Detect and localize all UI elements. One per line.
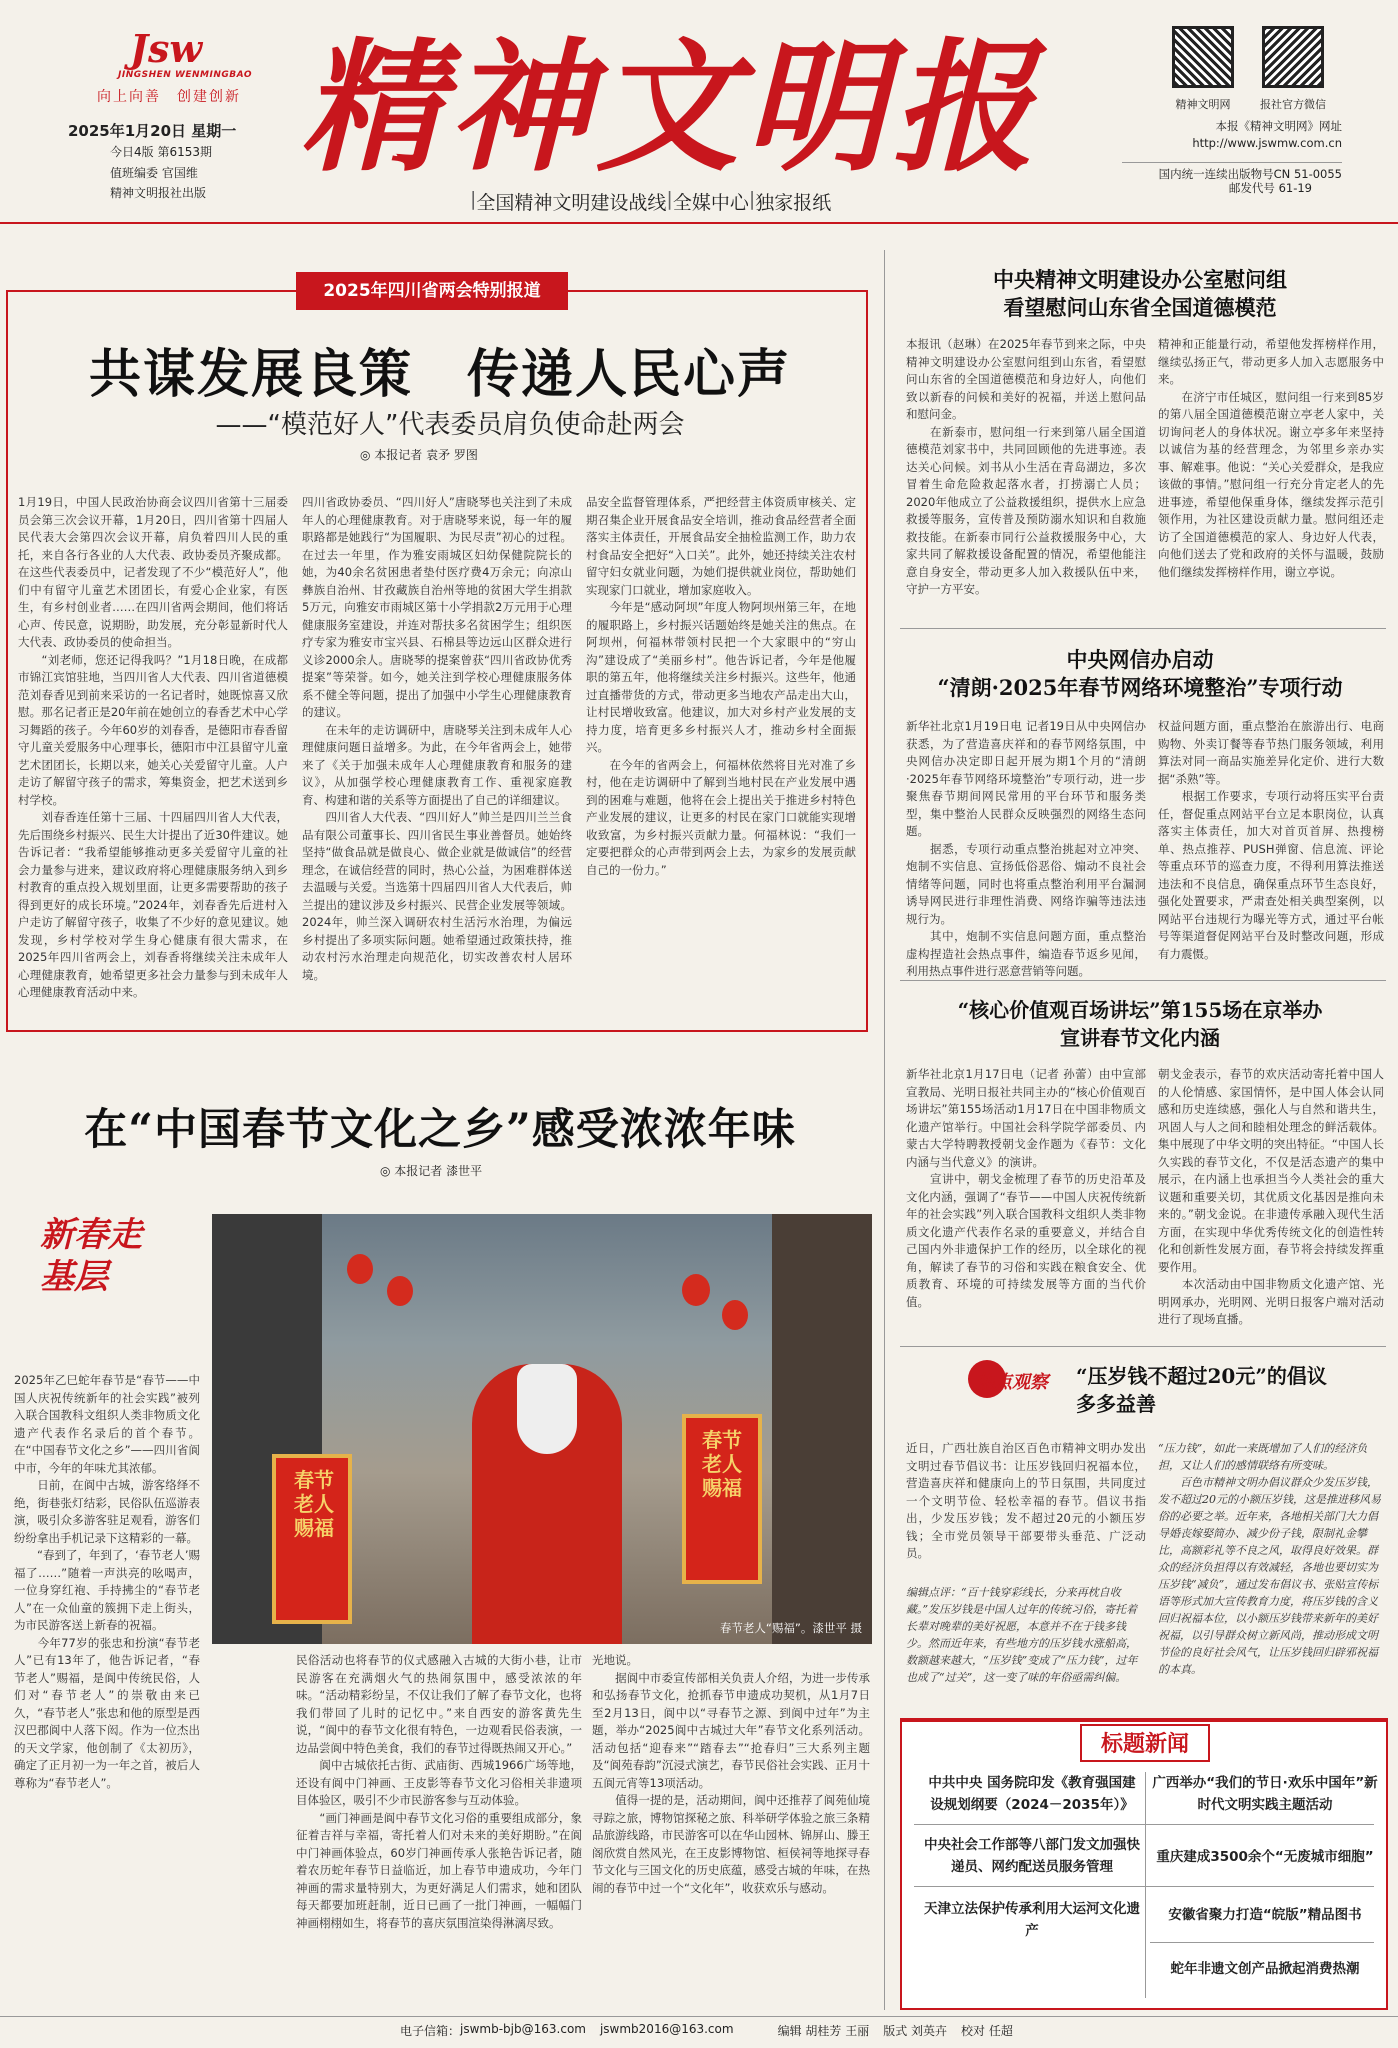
- logo-english: JINGSHEN WENMINGBAO: [118, 70, 252, 80]
- story4-headline-1: “压岁钱不超过20元”的倡议: [1076, 1364, 1327, 1388]
- lead-column-1: 1月19日，中国人民政治协商会议四川省第十三届委员会第三次会议开幕，1月20日，四川省第十四届人民代表大会第四次会议开幕，肩负着四川人民的重托，来自各行各业的人大代表、政协委员齐聚成都。在这些代表委员中，记者发现了不少“模范好人”，他们中有留守儿童艺术团团长，有爱心企业家，有医生，有乡村创业者……在四川省两会期间，他们将话心声、传民意，说期盼，助发展，充分彰显新时代人大代表、政协委员的使命担当。 “刘老师，您还记得我吗？”1月18日晚，在成都市锦江宾馆驻地，当四川省人大代表、四川省道德模范刘春香见到前来采访的一名记者时，她既惊喜又欣慰。那名记者正是20年前在她创立的春香艺术中心学习舞蹈的孩子。今年60岁的刘春香，是德阳市春香留守儿童关爱服务中心理事长，德阳市中江县留守儿童艺术团团长，长期以来，她关心关爱留守儿童。人户走访了解留守孩子的需求，筹集资金，把艺术送到乡村学校。 刘春香连任第十三届、十四届四川省人大代表，先后围绕乡村振兴、民生大计提出了近30件建议。她告诉记者：“我希望能够推动更多关爱留守儿童的社会力量参与进来，建议政府将心理健康服务纳入到乡村教育的重点投入规划里面，让更多需要帮助的孩子得到更好的成长环境。”2024年，刘春香先后进村入户走访了解留守孩子，收集了不少好的意见建议。她发现，乡村学校对学生身心健康有很大需求，在2025年四川省两会上，刘春香将继续关注未成年人心理健康教育，她希望更多社会力量参与到未成年人心理健康教育活动中来。: [18, 495, 288, 999]
- website-label: 本报《精神文明网》网址: [1215, 119, 1342, 133]
- footer-email-2[interactable]: jswmb2016@163.com: [599, 2022, 734, 2036]
- photo-lantern-icon: [387, 1276, 413, 1306]
- story1-headline-2: 看望慰问山东省全国道德模范: [1003, 295, 1277, 320]
- qr1-label: 精神文明网: [1175, 98, 1231, 111]
- photo-lantern-icon: [682, 1274, 710, 1306]
- masthead-divider: [0, 222, 1398, 224]
- story4-comment: 编辑点评：“百十钱穿彩线长，分来再枕自收藏。”发压岁钱是中国人过年的传统习俗，寄托着长辈对晚辈的美好祝愿，本意并不在于钱多钱少。然而近年来，有些地方的压岁钱水涨船高，数额越来越大，“压岁钱”变成了“压力钱”，过年也成了“过关”，这一变了味的年俗亟需纠偏。: [906, 1586, 1138, 1684]
- slogan: 向上向善 创建创新: [97, 89, 241, 105]
- photo-caption: 春节老人“赐福”。漆世平 摄: [719, 1621, 862, 1635]
- digest-divider: [1150, 1942, 1374, 1943]
- story1-divider: [900, 628, 1386, 629]
- photo-figure-beard: [517, 1364, 577, 1454]
- footer-email-label: 电子信箱：: [400, 2024, 461, 2038]
- qr-code-website: [1172, 26, 1234, 88]
- photo-banner-left-text: 春节老人赐福: [294, 1468, 334, 1540]
- story1-column-1: 本报讯（赵琳）在2025年春节到来之际，中央精神文明建设办公室慰问组到山东省，看望慰问山东省的全国道德模范和身边好人，向他们致以新春的问候和美好的祝福，并送上慰问品和慰问金。 在新泰市，慰问组一行来到第八届全国道德模范刘家书中，共同回顾他的先进事迹。表达关心问候。刘书从小生活在青岛湖边，多次冒着生命危险救起落水者，打捞溺亡人员；2020年他成立了公益救援组织，提供水上应急救援等服务，宣传普及预防溺水知识和自救施救技能。在新泰市同行公益救援服务中心，大家共同了解救援设备配置的情况，希望他能注意自身安全，带动更多人加入救援队伍中来，守护一方平安。: [906, 337, 1146, 596]
- tagline-separator: |: [666, 188, 673, 210]
- story1-headline-1: 中央精神文明建设办公室慰问组: [993, 267, 1287, 292]
- cn-number: 国内统一连续出版物号CN 51-0055: [1122, 162, 1342, 182]
- footer: [400, 2022, 1380, 2042]
- story2-headline-1: 中央网信办启动: [1066, 647, 1214, 672]
- issue-date: 2025年1月20日 星期一: [68, 122, 237, 140]
- qr-code-wechat: [1262, 26, 1324, 88]
- digest-item-3[interactable]: 中央社会工作部等八部门发文加强快递员、网约配送员服务管理: [924, 1837, 1140, 1875]
- digest-item-1[interactable]: 中共中央 国务院印发《教育强国建设规划纲要（2024－2035年）》: [928, 1775, 1136, 1813]
- footer-proof: 校对 任超: [961, 2024, 1013, 2038]
- second-column-2: 民俗活动也将春节的仪式感融入古城的大街小巷，让市民游客在充满烟火气的热闹氛围中，感受浓浓的年味。“活动精彩纷呈，不仅让我们了解了春节文化，也将我们带回了儿时的记忆中。”来自西安的游客黄先生说，“阆中的春节文化很有特色，一边观看民俗表演，一边品尝阆中特色美食，我们的春节过得既热闹又开心。” 阆中古城依托古街、武庙街、西城1966广场等地，还设有阆中门神画、王皮影等春节文化习俗相关非遗项目体验区，吸引不少市民游客参与互动体验。 “画门神画是阆中春节文化习俗的重要组成部分，象征着吉祥与幸福，寄托着人们对未来的美好期盼。”在阆中门神画体验点，60岁门神画传承人张艳告诉记者，随着农历蛇年春节日益临近，加上春节申遗成功，今年门神画的需求量特别大，为更好满足人们需求，她和团队每天都要加班赶制，近日已画了一批门神画，一幅幅门神画栩栩如生，将春节的喜庆氛围渲染得淋漓尽致。: [296, 1653, 582, 1930]
- digest-header-band: [900, 1718, 1388, 1722]
- digest-divider: [914, 1824, 1374, 1825]
- story4-column-1: 近日，广西壮族自治区百色市精神文明办发出文明过春节倡议书：让压岁钱回归祝福本位，营造喜庆祥和健康向上的节日氛围，共同度过一个文明节俭、轻松幸福的春节。倡议书指出，少发压岁钱；发不超过20元的小额压岁钱；全市党员领导干部要带头垂范、广泛动员。: [906, 1441, 1146, 1560]
- digest-title: 标题新闻: [1080, 1724, 1210, 1762]
- second-column-1: 2025年乙巳蛇年春节是“春节——中国人庆祝传统新年的社会实践”被列入联合国教科文组织人类非物质文化遗产代表作名录后的首个春节。在“中国春节文化之乡”——四川省阆中市，今年的年味尤其浓郁。 日前，在阆中古城，游客络绎不绝，街巷张灯结彩，民俗队伍巡游表演，吸引众多游客驻足观看，游客们纷纷拿出手机记录下这精彩的一幕。 “春到了，年到了，‘春节老人’赐福了……”随着一声洪亮的吆喝声，一位身穿红袍、手持拂尘的“春节老人”在一众仙童的簇拥下走上街头，为市民游客送上新春的祝福。 今年77岁的张忠和扮演“春节老人”已有13年了，他告诉记者，“春节老人”赐福，是阆中传统民俗，人们对“春节老人”的崇敬由来已久，“春节老人”张忠和他的原型是西汉巴郡阆中人落下闳。作为一位杰出的天文学家，他创制了《太初历》，确定了正月初一为一年之首，被后人尊称为“春节老人”。: [14, 1373, 200, 1790]
- story3-headline-1: “核心价值观百场讲坛”第155场在京举办: [957, 998, 1323, 1022]
- lead-byline: ◎ 本报记者 袁矛 罗图: [360, 448, 478, 462]
- photo-lantern-icon: [722, 1300, 748, 1330]
- story1-column-2: 精神和正能量行动，希望他发挥榜样作用，继续弘扬正气，带动更多人加入志愿服务中来。 在济宁市任城区，慰问组一行来到85岁的第八届全国道德模范谢立亭老人家中，关切询问老人的身体状况。谢立亭多年来坚持以诚信为基的经营理念，为邻里乡亲办实事、解难事。他说：“关心关爱群众，是我应该做的事情。”慰问组一行充分肯定老人的先进事迹，希望他保重身体，继续发挥示范引领作用，为社区建设贡献力量。慰问组还走访了全国道德模范的家人、身边好人代表，向他们送去了党和政府的关怀与温暖，鼓励他们继续发挥榜样作用，谢立亭说。: [1158, 337, 1384, 579]
- special-report-tag: 2025年四川省两会特别报道: [296, 272, 568, 310]
- lead-headline: 共谋发展良策 传递人民心声: [88, 344, 791, 405]
- website-url[interactable]: http://www.jswmw.com.cn: [1192, 136, 1342, 150]
- issue-number: 今日4版 第6153期: [110, 145, 212, 159]
- tagline-separator: |: [748, 188, 756, 210]
- footer-email-1[interactable]: jswmb-bjb@163.com: [460, 2022, 586, 2036]
- footer-editor: 编辑 胡桂芳 王丽: [777, 2024, 870, 2038]
- story4-headline-2: 多多益善: [1076, 1392, 1156, 1416]
- digest-item-4[interactable]: 重庆建成3500余个“无废城市细胞”: [1156, 1849, 1374, 1865]
- second-photo: [212, 1214, 872, 1644]
- postal-code: 邮发代号 61-19: [1228, 181, 1312, 195]
- newspaper-title: 精神文明报: [300, 25, 1040, 191]
- digest-divider: [914, 1886, 1374, 1887]
- digest-item-2[interactable]: 广西举办“我们的节日·欢乐中国年”新时代文明实践主题活动: [1152, 1775, 1378, 1813]
- publisher: 精神文明报社出版: [110, 186, 207, 200]
- tagline-separator: |: [470, 188, 477, 210]
- editor-on-duty: 值班编委 官国维: [110, 166, 198, 180]
- hot-observation-badge: [968, 1360, 1068, 1398]
- footer-layout: 版式 刘英卉: [883, 2024, 948, 2038]
- lead-column-3: 品安全监督管理体系，严把经营主体资质审核关、定期召集企业开展食品安全培训，推动食品经营者全面落实主体责任，开展食品安全抽检监测工作，助力农村食品安全把好“入口关”。此外，她还持续关注农村留守妇女就业问题，为她们提供就业岗位，帮助她们实现家门口就业，增加家庭收入。 今年是“感动阿坝”年度人物阿坝州第三年，在地的履职路上，乡村振兴话题始终是她关注的焦点。在阿坝州，何福林带领村民把一个大家眼中的“穷山沟”建设成了“美丽乡村”。他告诉记者，今年是他履职的第五年，他将继续关注乡村振兴。这些年，他通过直播带货的方式，带动更多当地农产品走出大山，让村民增收致富。他建议，加大对乡村产业发展的支持力度，培育更多乡村振兴人才，推动乡村全面振兴。 在今年的省两会上，何福林依然将目光对准了乡村，他在走访调研中了解到当地村民在产业发展中遇到的困难与难题，他将在会上提出关于推进乡村特色产业发展的建议，让更多的村民在家门口就能实现增收致富，为乡村振兴贡献力量。何福林说：“我们一定要把群众的心声带到两会上去，为家乡的发展贡献自己的一份力。”: [586, 495, 856, 877]
- new-spring-deco: 新春走基层: [40, 1215, 142, 1297]
- lead-subheadline: ——“模范好人”代表委员肩负使命赴两会: [215, 410, 685, 440]
- story4-column-2: “压力钱”，如此一来既增加了人们的经济负担，又让人们的感情联络有所变味。 百色市精神文明办倡议群众少发压岁钱，发不超过20元的小额压岁钱，这是推进移风易俗的必要之举。近年来，各地相关部门大力倡导婚丧嫁娶简办、减少份子钱，限制礼金攀比，高额彩礼等不良之风，取得良好效果。群众的经济负担得以有效减轻，各地也要切实为压岁钱“减负”，通过发布倡议书、张贴宣传标语等形式加大宣传教育力度，将压岁钱的含义回归祝福本位，以小额压岁钱带来新年的美好祝福，以引导群众树立新风尚，推动形成文明节俭的良好社会风气，让压岁钱回归辟邪祝福的本真。: [1158, 1442, 1381, 1676]
- tagline: [470, 188, 831, 215]
- second-column-3: 光地说。 据阆中市委宣传部相关负责人介绍，为进一步传承和弘扬春节文化，抢抓春节申遗成功契机，从1月7日至2月13日，阆中以“寻春节之源、到阆中过年”为主题，举办“2025阆中古城过大年”春节文化系列活动。活动包括“迎春来”“踏春去”“抢春归”三大系列主题及“阆苑春韵”沉浸式演艺，春节民俗社会实践、正月十五阆元宵等13项活动。 值得一提的是，活动期间，阆中还推荐了阆苑仙境寻踪之旅，博物馆探秘之旅、科举研学体验之旅三条精品旅游线路，市民游客可以在华山园林、锦屏山、滕王阁欣赏自然风光，在王皮影博物馆、桓侯祠等地探寻春节文化与三国文化的历史底蕴，感受古城的年味，在热闹的春节中过一个“文化年”，收获欢乐与感动。: [592, 1653, 870, 1895]
- digest-item-7[interactable]: 蛇年非遗文创产品掀起消费热潮: [1170, 1961, 1360, 1977]
- story3-column-2: 朝戈金表示，春节的欢庆活动寄托着中国人的人伦情感、家国情怀，是中国人体会认同感和历史连续感，强化人与自然和谐共生，巩固人与人之间和睦相处理念的鲜活载体。集中展现了中华文明的突出特征。“中国人长久实践的春节文化，不仅是活态遗产的集中展示，在内涵上也承担当今人类社会的重大议题和重要关切，其优质文化基因是推向未来的。”朝戈金说。在非遗传承融入现代生活方面，在实现中华优秀传统文化的创造性转化和创新性发展方面，春节将会持续发挥重要作用。 本次活动由中国非物质文化遗产馆、光明网承办，光明网、光明日报客户端对活动进行了现场直播。: [1158, 1067, 1384, 1326]
- photo-building-right: [772, 1214, 872, 1644]
- tagline-item: 全媒中心: [672, 192, 749, 214]
- photo-banner-right-text: 春节老人赐福: [702, 1428, 742, 1500]
- second-headline: 在“中国春节文化之乡”感受浓浓年味: [84, 1105, 796, 1155]
- story3-headline-2: 宣讲春节文化内涵: [1060, 1026, 1220, 1050]
- story2-column-1: 新华社北京1月19日电 记者19日从中央网信办获悉，为了营造喜庆祥和的春节网络氛围，中央网信办决定即日起开展为期1个月的“清朗·2025年春节网络环境整治”专项行动，进一步聚焦春节期间网民常用的平台环节和服务类型，集中整治人民群众反映强烈的网络生态问题。 据悉，专项行动重点整治挑起对立冲突、炮制不实信息、宣扬低俗恶俗、煽动不良社会情绪等问题，同时也将重点整治利用平台漏洞诱导网民进行非理性消费、网络诈骗等违法违规行为。 其中，炮制不实信息问题方面，重点整治虚构捏造社会热点事件，编造春节返乡见闻，利用热点事件进行恶意营销等问题。: [906, 719, 1146, 978]
- story3-column-1: 新华社北京1月17日电（记者 孙蕾）由中宣部宣教局、光明日报社共同主办的“核心价值观百场讲坛”第155场活动1月17日在中国非物质文化遗产馆举行。中国社会科学院学部委员、内蒙古大学特聘教授朝戈金作题为《春节：文化内涵与当代意义》的演讲。 宣讲中，朝戈金梳理了春节的历史沿革及文化内涵，强调了“春节——中国人庆祝传统新年的社会实践”列入联合国教科文组织人类非物质文化遗产代表作名录的重要意义，并结合自己国内外非遗保护工作的经历，以全球化的视角，解读了春节的习俗和实践在粮食安全、优质教育、环境的可持续发展等方面的当代价值。: [906, 1067, 1146, 1309]
- hot-observation-label: 热点观察: [976, 1372, 1048, 1393]
- qr2-label: 报社官方微信: [1260, 98, 1326, 111]
- tagline-item: 独家报纸: [755, 192, 832, 214]
- tagline-item: 全国精神文明建设战线: [476, 192, 667, 214]
- second-byline: ◎ 本报记者 漆世平: [380, 1164, 483, 1178]
- logo: [74, 26, 264, 80]
- photo-lantern-icon: [347, 1254, 373, 1284]
- digest-divider-vertical: [1145, 1772, 1146, 1998]
- lead-column-2: 四川省政协委员、“四川好人”唐晓琴也关注到了未成年人的心理健康教育。对于唐晓琴来说，每一年的履职路都是她践行“为国履职、为民尽责”初心的过程。在过去一年里，作为雅安雨城区妇幼保健院院长的她，为40余名贫困患者垫付医疗费4万余元；向凉山彝族自治州、甘孜藏族自治州等地的贫困大学生捐款5万元，向雅安市雨城区第十小学捐款2万元用于心理健康服务室建设，并连对帮扶多名贫困学生；组织医疗专家为雅安市宝兴县、石棉县等边远山区群众进行义诊2000余人。唐晓琴的提案曾获“四川省政协优秀提案”等荣誉。如今，她关注到学校心理健康服务体系不健全等问题，提出了加强中小学生心理健康教育的建议。 在未年的走访调研中，唐晓琴关注到未成年人心理健康问题日益增多。为此，在今年省两会上，她带来了《关于加强未成年人心理健康教育和服务的建议》，从加强学校心理健康教育工作、重视家庭教育、构建和谐的关系等方面提出了自己的详细建议。 四川省人大代表、“四川好人”帅兰是四川兰兰食品有限公司董事长、四川省民生事业善督员。她始终坚持“做食品就是做良心、做企业就是做诚信”的经营理念，在诚信经营的同时，热心公益，为困难群体送去温暖与关爱。当选第十四届四川省人大代表后，帅兰提出的建议涉及乡村振兴、民营企业发展等领域。2024年，帅兰深入调研农村生活污水治理，为偏远乡村提出了多项实际问题。她希望通过政策扶持，推动农村污水治理走向规范化，切实改善农村人居环境。: [302, 495, 572, 982]
- story2-headline-2: “清朗·2025年春节网络环境整治”专项行动: [937, 675, 1343, 700]
- story3-divider: [900, 1346, 1386, 1347]
- story2-column-2: 权益问题方面，重点整治在旅游出行、电商购物、外卖订餐等春节热门服务领域，利用算法对同一商品实施差异化定价、进行大数据“杀熟”等。 根据工作要求，专项行动将压实平台责任，督促重点网站平台立足本职岗位，认真落实主体责任，加大对首页首屏、热搜榜单、热点推荐、PUSH弹窗、信息流、评论等重点环节的巡查力度，不得利用算法推送违法和不良信息，确保重点环节生态良好，强化处置要求，严肃查处相关典型案例，以网站平台违规行为曝光等方式，通过平台帐号等渠道督促网站平台及时整改问题，形成有力震慑。: [1158, 719, 1384, 961]
- footer-rule: [0, 2016, 1398, 2017]
- digest-item-5[interactable]: 天津立法保护传承利用大运河文化遗产: [924, 1901, 1140, 1939]
- digest-item-6[interactable]: 安徽省聚力打造“皖版”精品图书: [1168, 1907, 1362, 1923]
- right-column-divider: [884, 250, 885, 2010]
- story2-divider: [900, 980, 1386, 981]
- logo-mark: Jsw: [130, 26, 203, 71]
